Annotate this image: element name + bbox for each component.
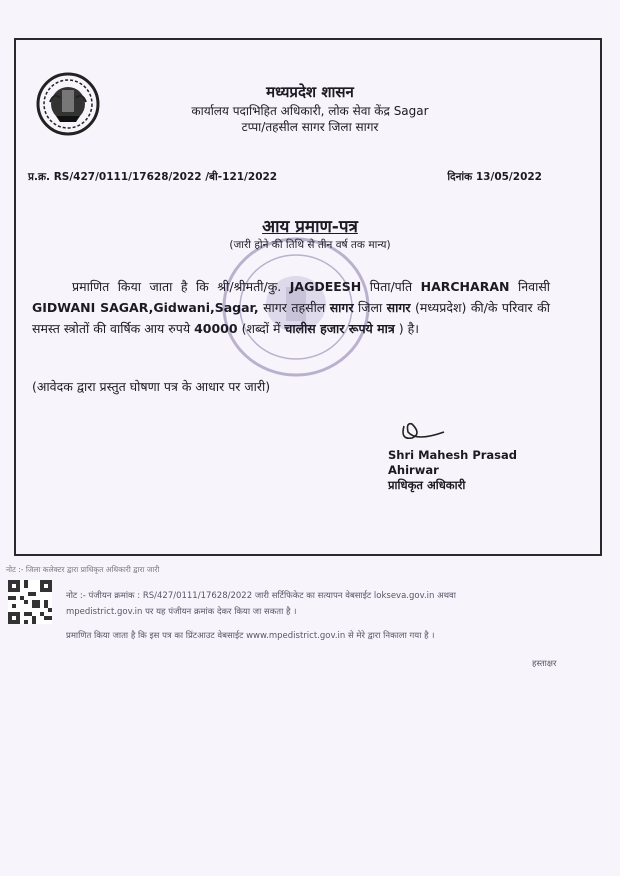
father-name: HARCHARAN — [420, 279, 510, 294]
body-text-5: जिला — [358, 300, 383, 315]
certificate-title: आय प्रमाण-पत्र — [262, 217, 358, 237]
income-amount: 40000 — [194, 321, 238, 336]
district-name: सागर — [386, 300, 411, 315]
signatory-name-line1: Shri Mahesh Prasad — [388, 448, 518, 462]
body-text-3: निवासी — [517, 279, 551, 294]
body-text-7: (शब्दों में — [241, 321, 281, 336]
verification-note-line1: नोट :- पंजीयन क्रमांक : RS/427/0111/17628/2022 जारी सर्टिफिकेट का सत्यापन वेबसाईट lokseva.gov.in अथवा — [66, 591, 456, 601]
header-office: कार्यालय पदाभिहित अधिकारी, लोक सेवा केंद्र Sagar — [191, 104, 429, 118]
income-amount-words: चालीस हजार रूपये मात्र — [284, 321, 395, 336]
certificate-body — [32, 276, 550, 339]
signatory-name-line2: Ahirwar — [388, 463, 439, 477]
validity-note: (जारी होने की तिथि से तीन वर्ष तक मान्य) — [229, 239, 391, 251]
reference-value: RS/427/0111/17628/2022 /बी-121/2022 — [53, 171, 278, 183]
applicant-address: GIDWANI SAGAR,Gidwani,Sagar, — [32, 300, 259, 315]
body-text-2: पिता/पति — [369, 279, 413, 294]
tehsil-name: सागर — [329, 300, 354, 315]
body-text-1: प्रमाणित किया जाता है कि श्री/श्रीमती/कु. — [72, 279, 282, 294]
signatory-designation: प्राधिकृत अधिकारी — [388, 478, 466, 492]
date-value: 13/05/2022 — [475, 171, 542, 183]
reference-number — [28, 170, 277, 184]
body-text-6: (मध्यप्रदेश) की/के परिवार की समस्त स्त्रोतों की वार्षिक आय रुपये — [32, 300, 550, 336]
signature-label: हस्ताक्षर — [532, 659, 557, 669]
date-label: दिनांक — [447, 171, 473, 183]
signature-icon — [398, 418, 448, 446]
issue-date — [447, 170, 542, 184]
verification-note-line2: mpedistrict.gov.in पर यह पंजीयन क्रमांक देकर किया जा सकता है । — [66, 607, 297, 617]
header-government: मध्यप्रदेश शासन — [266, 83, 354, 101]
issued-basis-note: (आवेदक द्वारा प्रस्तुत घोषणा पत्र के आधार पर जारी) — [32, 379, 271, 394]
header-tehsil: टप्पा/तहसील सागर जिला सागर — [241, 120, 379, 134]
body-text-4: सागर तहसील — [263, 300, 326, 315]
applicant-name: JAGDEESH — [289, 279, 362, 294]
mp-government-emblem-icon — [36, 72, 100, 136]
qr-code-icon — [8, 580, 52, 624]
signatory-block — [388, 448, 517, 493]
verification-note — [66, 588, 536, 620]
reference-label: प्र.क्र. — [28, 171, 51, 183]
body-text-8: ) है। — [398, 321, 419, 336]
printout-note: प्रमाणित किया जाता है कि इस पत्र का प्रिंटआउट वेबसाईट www.mpedistrict.gov.in से मेरे द्वारा निकाला गया है । — [66, 631, 435, 641]
footer-issuer-note: नोट :- जिला कलेक्टर द्वारा प्राधिकृत अधिकारी द्वारा जारी — [6, 565, 160, 574]
